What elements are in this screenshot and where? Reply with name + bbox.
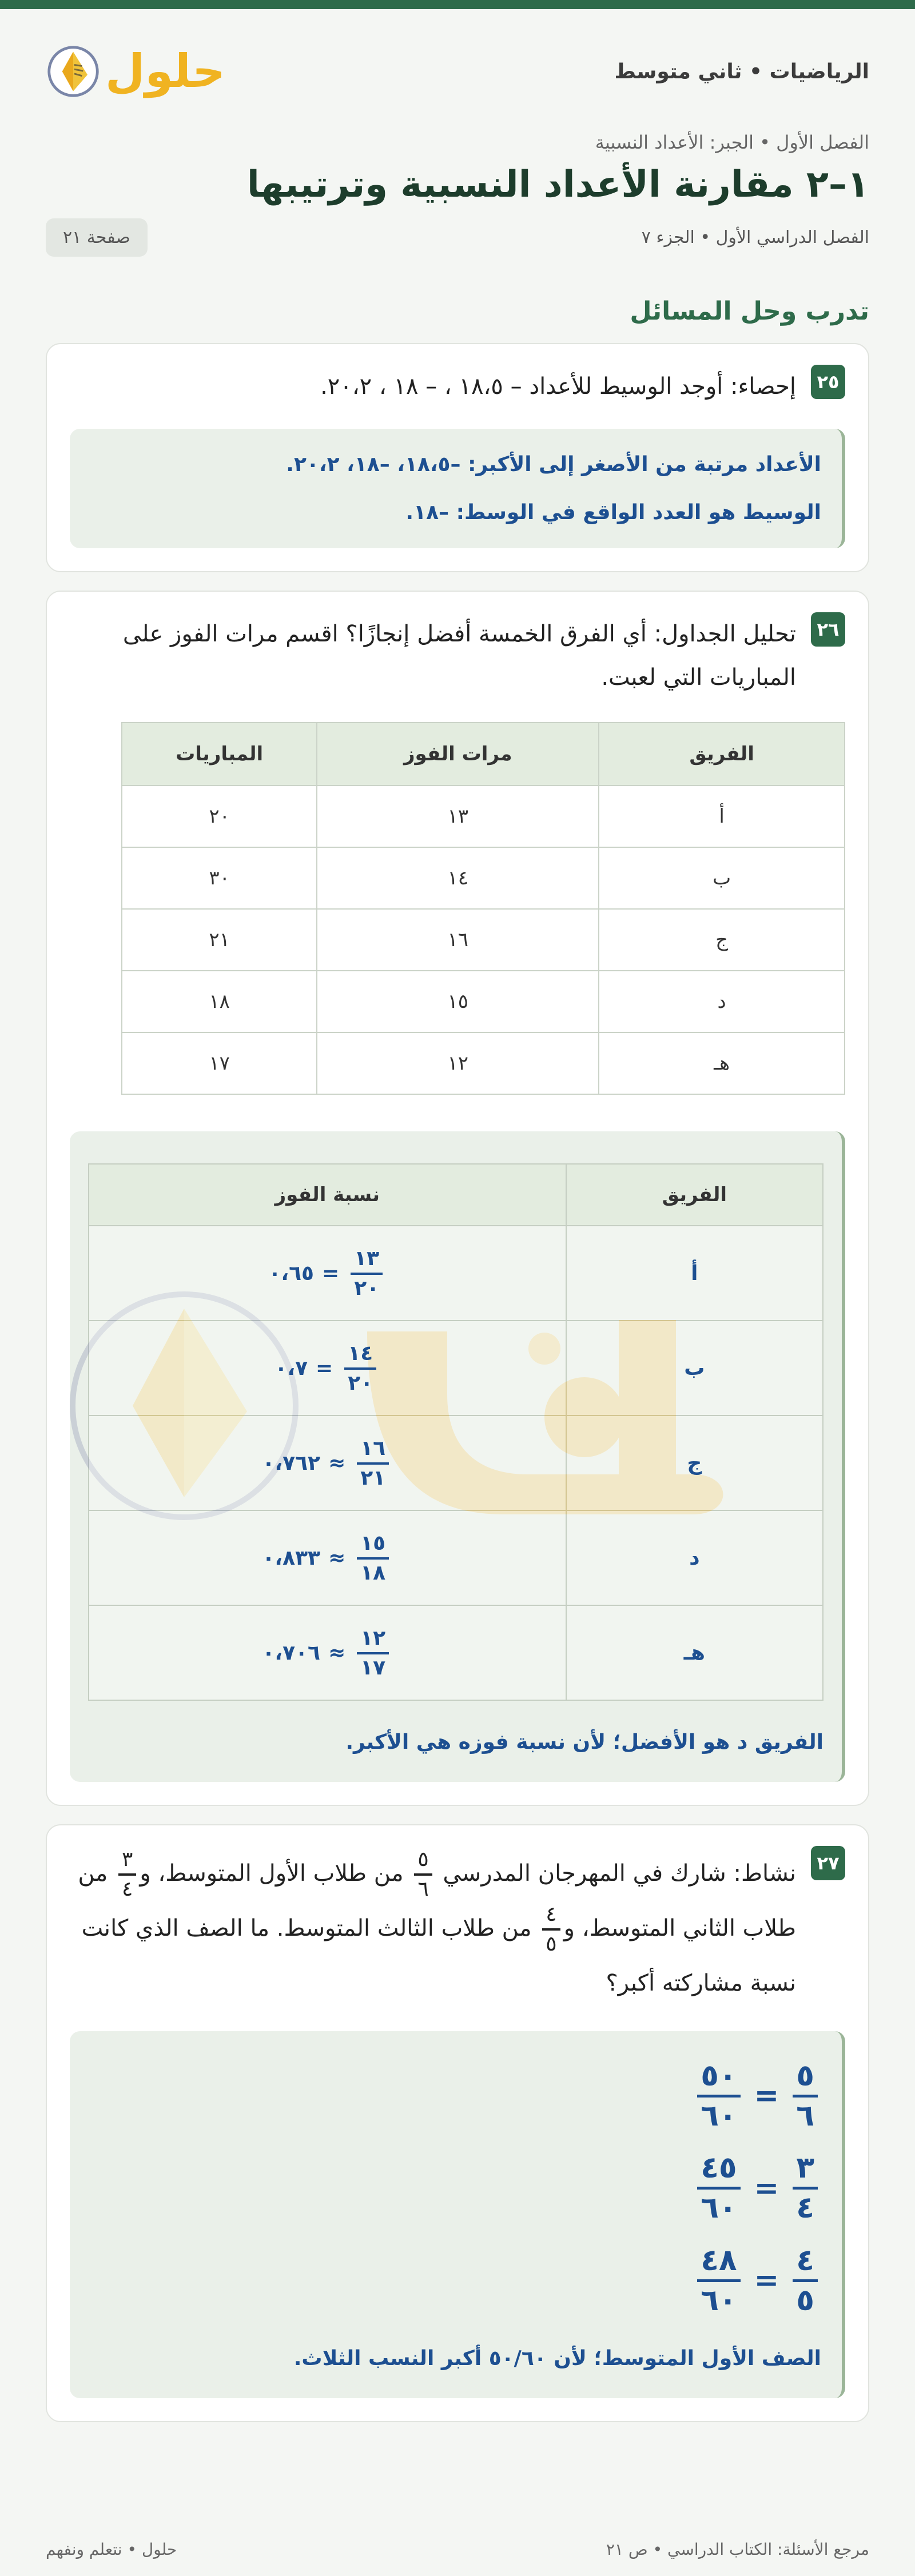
answer-conclusion: الصف الأول المتوسط؛ لأن ٥٠/٦٠ أكبر النسب الثلاث. bbox=[293, 2346, 821, 2370]
table-cell: ١٣ bbox=[317, 785, 599, 847]
ratio-result: ٠،٧ bbox=[274, 1357, 308, 1381]
text-segment: نشاط: شارك في المهرجان المدرسي bbox=[443, 1860, 796, 1887]
table-header-cell: المباريات bbox=[122, 723, 317, 785]
footer-reference: مرجع الأسئلة: الكتاب الدراسي • ص ٢١ bbox=[606, 2539, 869, 2559]
question-text: إحصاء: أوجد الوسيط للأعداد – ١٨،٥ ، – ١٨ ، ٢٠،٢. bbox=[320, 373, 796, 400]
question-number: ٢٧ bbox=[811, 1846, 845, 1880]
ratio-cell bbox=[89, 1226, 566, 1321]
question-row bbox=[70, 612, 845, 699]
answer-box bbox=[70, 429, 845, 548]
footer-brand: حلول • نتعلم ونفهم bbox=[46, 2539, 177, 2559]
table-header-cell: مرات الفوز bbox=[317, 723, 599, 785]
question-card-27 bbox=[46, 1824, 869, 2422]
table-row bbox=[122, 785, 845, 847]
fraction: $\frac{٥}{٦}$ bbox=[793, 2060, 818, 2132]
fraction: $\frac{٥٠}{٦٠}$ bbox=[697, 2060, 740, 2132]
ratio-cell bbox=[89, 1321, 566, 1415]
table-cell: أ bbox=[599, 785, 845, 847]
section-title: تدرب وحل المسائل bbox=[630, 297, 869, 326]
operator: ≈ bbox=[328, 1546, 346, 1570]
page-number-badge: صفحة ٢١ bbox=[46, 218, 148, 257]
table-row bbox=[122, 909, 845, 971]
text-segment: من طلاب الأول المتوسط، و bbox=[140, 1860, 404, 1887]
table-row bbox=[89, 1321, 823, 1415]
table-cell: ١٢ bbox=[317, 1032, 599, 1094]
table-row bbox=[122, 847, 845, 909]
question-card-26 bbox=[46, 591, 869, 1806]
table-row bbox=[122, 1032, 845, 1094]
table-cell: ١٤ bbox=[317, 847, 599, 909]
fraction: $\frac{٤٨}{٦٠}$ bbox=[697, 2244, 740, 2317]
fraction: $\frac{١٥}{١٨}$ bbox=[357, 1532, 389, 1584]
fraction: $\frac{١٦}{٢١}$ bbox=[357, 1437, 389, 1489]
ratio-result: ٠،٧٠٦ bbox=[262, 1641, 321, 1665]
answer-box bbox=[70, 2031, 845, 2398]
question-text bbox=[70, 1846, 796, 2011]
ratio-result: ٠،٦٥ bbox=[268, 1262, 315, 1286]
ratio-cell bbox=[89, 1605, 566, 1700]
top-accent-bar bbox=[0, 0, 915, 9]
page-footer bbox=[0, 2522, 915, 2576]
question-card-25 bbox=[46, 343, 869, 572]
page-title: ١–٢ مقارنة الأعداد النسبية وترتيبها bbox=[246, 164, 869, 206]
text-segment: من طلاب الثالث المتوسط. ما الصف الذي كانت نسبة مشاركته أكبر؟ bbox=[81, 1915, 796, 1996]
win-ratio-table bbox=[88, 1163, 824, 1701]
meta-row bbox=[46, 218, 869, 257]
table-cell: ٢١ bbox=[122, 909, 317, 971]
answer-box bbox=[70, 1131, 845, 1782]
question-row bbox=[70, 365, 845, 408]
answer-conclusion: الفريق د هو الأفضل؛ لأن نسبة فوزه هي الأكبر. bbox=[345, 1730, 824, 1754]
team-cell: ج bbox=[566, 1415, 823, 1510]
equals-sign: = bbox=[754, 2171, 779, 2206]
fraction: $\frac{٣}{٤}$ bbox=[118, 1848, 136, 1900]
logo-text: حلول bbox=[105, 45, 225, 98]
equation-row bbox=[90, 2244, 821, 2317]
ratio-result: ٠،٨٣٣ bbox=[262, 1546, 321, 1570]
table-cell: ٢٠ bbox=[122, 785, 317, 847]
question-row bbox=[70, 1846, 845, 2011]
operator: = bbox=[316, 1357, 333, 1381]
table-row bbox=[89, 1510, 823, 1605]
question-number: ٢٦ bbox=[811, 612, 845, 647]
table-cell: ١٦ bbox=[317, 909, 599, 971]
brand-logo[interactable] bbox=[46, 44, 225, 99]
team-cell: د bbox=[566, 1510, 823, 1605]
answer-line: الأعداد مرتبة من الأصغر إلى الأكبر: –١٨،٥، –١٨، ٢٠،٢. bbox=[286, 453, 821, 476]
table-row bbox=[89, 1226, 823, 1321]
semester-meta: الفصل الدراسي الأول • الجزء ٧ bbox=[641, 228, 869, 248]
fraction: $\frac{١٤}{٢٠}$ bbox=[344, 1342, 376, 1394]
answer-line: الوسيط هو العدد الواقع في الوسط: –١٨. bbox=[405, 500, 821, 524]
table-header-cell: الفريق bbox=[566, 1164, 823, 1226]
fraction: $\frac{٤٥}{٦٠}$ bbox=[697, 2152, 740, 2224]
table-cell: ب bbox=[599, 847, 845, 909]
table-row bbox=[89, 1415, 823, 1510]
fraction: $\frac{١٢}{١٧}$ bbox=[357, 1627, 389, 1679]
ratio-cell bbox=[89, 1510, 566, 1605]
table-header-row bbox=[122, 723, 845, 785]
fraction: $\frac{١٣}{٢٠}$ bbox=[351, 1247, 383, 1299]
equation-row bbox=[90, 2152, 821, 2224]
team-cell: هـ bbox=[566, 1605, 823, 1700]
operator: ≈ bbox=[328, 1641, 346, 1665]
table-cell: ١٨ bbox=[122, 971, 317, 1032]
equals-sign: = bbox=[754, 2263, 779, 2298]
operator: = bbox=[322, 1262, 340, 1286]
fraction: $\frac{٤}{٥}$ bbox=[793, 2244, 818, 2317]
table-row bbox=[122, 971, 845, 1032]
table-row bbox=[89, 1605, 823, 1700]
equals-sign: = bbox=[754, 2079, 779, 2114]
ratio-result: ٠،٧٦٢ bbox=[262, 1452, 321, 1476]
teams-table bbox=[121, 722, 845, 1095]
text-segment: من طلاب الثاني المتوسط، و bbox=[78, 1860, 796, 1941]
fraction: $\frac{٤}{٥}$ bbox=[542, 1903, 560, 1955]
breadcrumb: الفصل الأول • الجبر: الأعداد النسبية bbox=[595, 131, 869, 153]
table-cell: ١٧ bbox=[122, 1032, 317, 1094]
table-cell: ج bbox=[599, 909, 845, 971]
equation-row bbox=[90, 2060, 821, 2132]
team-cell: أ bbox=[566, 1226, 823, 1321]
table-header-row bbox=[89, 1164, 823, 1226]
fraction: $\frac{٥}{٦}$ bbox=[414, 1848, 432, 1900]
table-cell: ٣٠ bbox=[122, 847, 317, 909]
team-cell: ب bbox=[566, 1321, 823, 1415]
table-cell: د bbox=[599, 971, 845, 1032]
question-text: تحليل الجداول: أي الفرق الخمسة أفضل إنجازًا؟ اقسم مرات الفوز على المباريات التي لعبت. bbox=[122, 621, 796, 691]
table-header-cell: الفريق bbox=[599, 723, 845, 785]
logo-icon bbox=[46, 44, 101, 99]
question-number: ٢٥ bbox=[811, 365, 845, 399]
page-header bbox=[46, 9, 869, 134]
table-cell: هـ bbox=[599, 1032, 845, 1094]
table-header-cell: نسبة الفوز bbox=[89, 1164, 566, 1226]
ratio-cell bbox=[89, 1415, 566, 1510]
subject-label: الرياضيات • ثاني متوسط bbox=[614, 59, 869, 83]
table-cell: ١٥ bbox=[317, 971, 599, 1032]
operator: ≈ bbox=[328, 1452, 346, 1476]
fraction: $\frac{٣}{٤}$ bbox=[793, 2152, 818, 2224]
